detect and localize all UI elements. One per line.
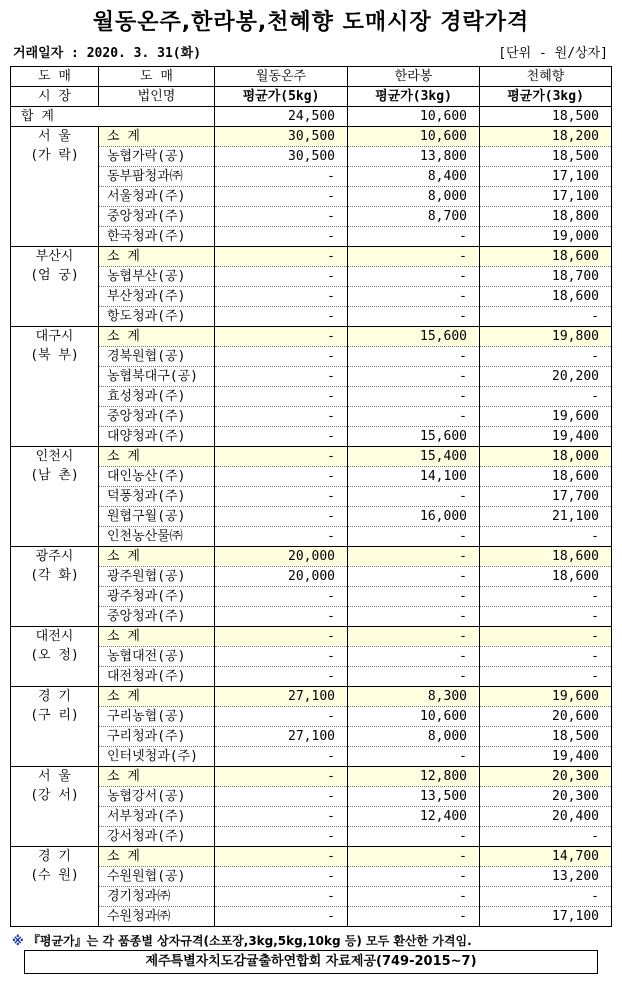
price-cell: - <box>215 867 348 887</box>
price-cell: - <box>480 387 612 407</box>
price-cell: - <box>348 607 480 627</box>
subtotal-row <box>11 447 612 467</box>
price-cell: - <box>480 647 612 667</box>
price-cell: - <box>480 527 612 547</box>
price-cell: 16,000 <box>348 507 480 527</box>
header-product-2: 한라봉 <box>348 67 480 87</box>
unit-label: [단위 - 원/상자] <box>498 46 608 61</box>
trade-date: 거래일자 : 2020. 3. 31(화) <box>13 46 202 61</box>
corp-name: 인천농산물㈜ <box>99 527 215 547</box>
corp-name: 소 계 <box>99 847 215 867</box>
table-row <box>11 267 612 287</box>
corp-name: 원협구월(공) <box>99 507 215 527</box>
price-cell: - <box>480 887 612 907</box>
corp-name: 서울청과(주) <box>99 187 215 207</box>
price-cell: 15,400 <box>348 447 480 467</box>
corp-name: 수원청과㈜ <box>99 907 215 927</box>
price-cell: 30,500 <box>215 147 348 167</box>
price-cell: 18,200 <box>480 127 612 147</box>
price-cell: - <box>348 347 480 367</box>
price-cell: 20,200 <box>480 367 612 387</box>
corp-name: 한국청과(주) <box>99 227 215 247</box>
header-unit-1: 평균가(5kg) <box>215 87 348 107</box>
market-name: 대전시 <box>35 629 74 644</box>
corp-name: 광주원협(공) <box>99 567 215 587</box>
corp-name: 중앙청과(주) <box>99 207 215 227</box>
table-row <box>11 407 612 427</box>
corp-name: 소 계 <box>99 127 215 147</box>
market-district: (가 락) <box>30 148 79 163</box>
market-cell <box>11 547 99 627</box>
table-row <box>11 427 612 447</box>
price-cell: - <box>215 887 348 907</box>
price-cell: - <box>215 347 348 367</box>
price-cell: - <box>480 587 612 607</box>
price-cell: 13,800 <box>348 147 480 167</box>
market-district: (엄 궁) <box>30 268 79 283</box>
corp-name: 대전청과(주) <box>99 667 215 687</box>
price-cell: - <box>215 267 348 287</box>
table-row <box>11 507 612 527</box>
price-cell: 20,300 <box>480 787 612 807</box>
price-cell: - <box>348 867 480 887</box>
price-cell: - <box>215 807 348 827</box>
corp-name: 인터넷청과(주) <box>99 747 215 767</box>
corp-name: 소 계 <box>99 247 215 267</box>
price-cell: 27,100 <box>215 687 348 707</box>
table-row <box>11 307 612 327</box>
price-cell: - <box>215 407 348 427</box>
table-row <box>11 227 612 247</box>
price-cell: 19,600 <box>480 687 612 707</box>
price-cell: - <box>348 227 480 247</box>
market-cell <box>11 847 99 927</box>
price-cell: - <box>480 827 612 847</box>
table-row <box>11 147 612 167</box>
price-cell: 21,100 <box>480 507 612 527</box>
total-value-2: 10,600 <box>348 107 480 127</box>
header-product-1: 월동온주 <box>215 67 348 87</box>
subtotal-row <box>11 767 612 787</box>
price-cell: - <box>480 607 612 627</box>
price-cell: - <box>348 367 480 387</box>
price-cell: - <box>348 907 480 927</box>
corp-name: 수원원협(공) <box>99 867 215 887</box>
price-cell: - <box>215 667 348 687</box>
table-row <box>11 567 612 587</box>
price-cell: 10,600 <box>348 127 480 147</box>
corp-name: 소 계 <box>99 447 215 467</box>
price-cell: 18,000 <box>480 447 612 467</box>
corp-name: 농협강서(공) <box>99 787 215 807</box>
price-cell: - <box>215 847 348 867</box>
market-name: 경 기 <box>38 849 71 864</box>
table-row <box>11 207 612 227</box>
total-value-1: 24,500 <box>215 107 348 127</box>
price-cell: - <box>348 267 480 287</box>
market-name: 경 기 <box>38 689 71 704</box>
price-cell: 19,600 <box>480 407 612 427</box>
price-cell: - <box>348 827 480 847</box>
market-cell <box>11 247 99 327</box>
market-district: (수 원) <box>30 868 79 883</box>
price-cell: 14,700 <box>480 847 612 867</box>
price-cell: 18,600 <box>480 567 612 587</box>
table-row <box>11 347 612 367</box>
price-cell: - <box>215 767 348 787</box>
table-row <box>11 367 612 387</box>
table-row <box>11 747 612 767</box>
market-cell <box>11 687 99 767</box>
price-cell: - <box>215 287 348 307</box>
corp-name: 농협부산(공) <box>99 267 215 287</box>
corp-name: 농협대전(공) <box>99 647 215 667</box>
price-cell: 18,600 <box>480 547 612 567</box>
corp-name: 중앙청과(주) <box>99 407 215 427</box>
subtotal-row <box>11 127 612 147</box>
price-cell: 18,700 <box>480 267 612 287</box>
price-cell: - <box>215 467 348 487</box>
price-cell: 19,800 <box>480 327 612 347</box>
corp-name: 소 계 <box>99 767 215 787</box>
price-cell: - <box>348 407 480 427</box>
price-cell: 10,600 <box>348 707 480 727</box>
corp-name: 대인농산(주) <box>99 467 215 487</box>
price-cell: 17,100 <box>480 907 612 927</box>
price-cell: - <box>215 627 348 647</box>
market-cell <box>11 327 99 447</box>
price-cell: 18,500 <box>480 147 612 167</box>
corp-name: 효성청과(주) <box>99 387 215 407</box>
market-cell <box>11 127 99 247</box>
price-cell: - <box>215 207 348 227</box>
price-cell: 30,500 <box>215 127 348 147</box>
price-cell: - <box>215 827 348 847</box>
table-row <box>11 707 612 727</box>
subtotal-row <box>11 547 612 567</box>
market-name: 서 울 <box>38 129 71 144</box>
price-cell: - <box>215 907 348 927</box>
price-cell: 8,700 <box>348 207 480 227</box>
table-row <box>11 667 612 687</box>
price-cell: - <box>348 667 480 687</box>
price-cell: - <box>348 747 480 767</box>
header-corp: 도 매 <box>99 67 215 87</box>
header-market: 도 매 <box>11 67 99 87</box>
price-cell: - <box>215 327 348 347</box>
price-cell: - <box>480 667 612 687</box>
price-cell: - <box>348 287 480 307</box>
price-cell: - <box>215 707 348 727</box>
table-row <box>11 887 612 907</box>
price-cell: - <box>215 787 348 807</box>
market-district: (오 정) <box>30 648 79 663</box>
table-row <box>11 287 612 307</box>
price-cell: 19,400 <box>480 747 612 767</box>
header-unit-2: 평균가(3kg) <box>348 87 480 107</box>
price-cell: 20,600 <box>480 707 612 727</box>
price-cell: 20,000 <box>215 547 348 567</box>
price-cell: - <box>348 387 480 407</box>
market-name: 부산시 <box>35 249 74 264</box>
price-cell: 18,600 <box>480 247 612 267</box>
total-label: 합 계 <box>11 107 215 127</box>
price-cell: - <box>215 647 348 667</box>
corp-name: 경북원협(공) <box>99 347 215 367</box>
price-cell: 17,700 <box>480 487 612 507</box>
price-cell: - <box>215 307 348 327</box>
corp-name: 구리농협(공) <box>99 707 215 727</box>
price-cell: - <box>215 487 348 507</box>
price-cell: 19,000 <box>480 227 612 247</box>
corp-name: 덕풍청과(주) <box>99 487 215 507</box>
header-market-2: 시 장 <box>11 87 99 107</box>
table-row <box>11 607 612 627</box>
price-cell: 19,400 <box>480 427 612 447</box>
price-cell: 18,600 <box>480 467 612 487</box>
price-cell: 18,800 <box>480 207 612 227</box>
table-row <box>11 467 612 487</box>
price-cell: 8,000 <box>348 727 480 747</box>
price-cell: - <box>215 167 348 187</box>
subtotal-row <box>11 687 612 707</box>
price-cell: 8,000 <box>348 187 480 207</box>
header-unit-3: 평균가(3kg) <box>480 87 612 107</box>
table-row <box>11 527 612 547</box>
table-row <box>11 787 612 807</box>
price-cell: - <box>348 587 480 607</box>
price-cell: - <box>348 247 480 267</box>
corp-name: 항도청과(주) <box>99 307 215 327</box>
price-cell: - <box>215 587 348 607</box>
subtotal-row <box>11 327 612 347</box>
market-name: 인천시 <box>35 449 74 464</box>
price-cell: - <box>348 307 480 327</box>
price-cell: - <box>215 247 348 267</box>
corp-name: 동부팜청과㈜ <box>99 167 215 187</box>
corp-name: 대양청과(주) <box>99 427 215 447</box>
price-cell: 17,100 <box>480 187 612 207</box>
total-value-3: 18,500 <box>480 107 612 127</box>
price-cell: 20,400 <box>480 807 612 827</box>
subtotal-row <box>11 627 612 647</box>
price-cell: 12,400 <box>348 807 480 827</box>
market-cell <box>11 767 99 847</box>
corp-name: 중앙청과(주) <box>99 607 215 627</box>
header-product-3: 천혜향 <box>480 67 612 87</box>
price-cell: - <box>215 607 348 627</box>
table-row <box>11 167 612 187</box>
market-district: (북 부) <box>30 348 79 363</box>
corp-name: 소 계 <box>99 627 215 647</box>
corp-name: 서부청과(주) <box>99 807 215 827</box>
corp-name: 농협가락(공) <box>99 147 215 167</box>
price-cell: - <box>348 627 480 647</box>
corp-name: 경기청과㈜ <box>99 887 215 907</box>
corp-name: 소 계 <box>99 547 215 567</box>
table-body <box>11 107 612 927</box>
table-row <box>11 867 612 887</box>
price-cell: - <box>215 527 348 547</box>
price-cell: 8,300 <box>348 687 480 707</box>
page-title: 월동온주,한라봉,천혜향 도매시장 경락가격 <box>92 10 530 35</box>
price-cell: 17,100 <box>480 167 612 187</box>
table-row <box>11 827 612 847</box>
price-cell: - <box>480 627 612 647</box>
note-mark: ※ <box>12 934 24 948</box>
market-name: 광주시 <box>35 549 74 564</box>
price-cell: - <box>348 527 480 547</box>
price-cell: 15,600 <box>348 327 480 347</box>
price-cell: - <box>480 307 612 327</box>
price-cell: 12,800 <box>348 767 480 787</box>
corp-name: 강서청과(주) <box>99 827 215 847</box>
price-cell: - <box>215 507 348 527</box>
price-cell: - <box>215 367 348 387</box>
note-text: 『평균가』는 각 품종별 상자규격(소포장,3kg,5kg,10kg 등) 모두 환산한 가격임. <box>27 934 472 948</box>
table-row <box>11 807 612 827</box>
price-cell: 20,000 <box>215 567 348 587</box>
footnote <box>12 932 472 949</box>
price-cell: - <box>215 747 348 767</box>
corp-name: 농협북대구(공) <box>99 367 215 387</box>
market-cell <box>11 627 99 687</box>
price-cell: 18,600 <box>480 287 612 307</box>
source-box: 제주특별자치도감귤출하연합회 자료제공(749-2015~7) <box>24 950 598 974</box>
price-cell: - <box>215 227 348 247</box>
price-cell: - <box>215 447 348 467</box>
total-row <box>11 107 612 127</box>
subtotal-row <box>11 847 612 867</box>
corp-name: 구리청과(주) <box>99 727 215 747</box>
price-cell: 27,100 <box>215 727 348 747</box>
market-district: (강 서) <box>30 788 79 803</box>
corp-name: 소 계 <box>99 327 215 347</box>
table-row <box>11 907 612 927</box>
market-cell <box>11 447 99 547</box>
price-cell: 15,600 <box>348 427 480 447</box>
table-row <box>11 487 612 507</box>
price-table <box>10 66 612 927</box>
price-cell: - <box>348 547 480 567</box>
price-cell: 20,300 <box>480 767 612 787</box>
corp-name: 광주청과(주) <box>99 587 215 607</box>
table-row <box>11 187 612 207</box>
price-cell: - <box>215 427 348 447</box>
market-district: (각 화) <box>30 568 79 583</box>
market-district: (구 리) <box>30 708 79 723</box>
table-row <box>11 387 612 407</box>
table-row <box>11 647 612 667</box>
price-cell: - <box>480 347 612 367</box>
market-name: 서 울 <box>38 769 71 784</box>
header-corp-2: 법인명 <box>99 87 215 107</box>
price-cell: - <box>348 647 480 667</box>
table-row <box>11 727 612 747</box>
price-cell: - <box>215 187 348 207</box>
price-cell: 13,200 <box>480 867 612 887</box>
price-cell: - <box>348 487 480 507</box>
price-cell: - <box>215 387 348 407</box>
market-district: (남 촌) <box>30 468 79 483</box>
price-cell: - <box>348 847 480 867</box>
corp-name: 소 계 <box>99 687 215 707</box>
price-cell: 8,400 <box>348 167 480 187</box>
price-cell: - <box>348 887 480 907</box>
price-cell: 13,500 <box>348 787 480 807</box>
price-cell: - <box>348 567 480 587</box>
corp-name: 부산청과(주) <box>99 287 215 307</box>
table-row <box>11 587 612 607</box>
market-name: 대구시 <box>35 329 74 344</box>
subtotal-row <box>11 247 612 267</box>
price-cell: 14,100 <box>348 467 480 487</box>
price-cell: 18,500 <box>480 727 612 747</box>
